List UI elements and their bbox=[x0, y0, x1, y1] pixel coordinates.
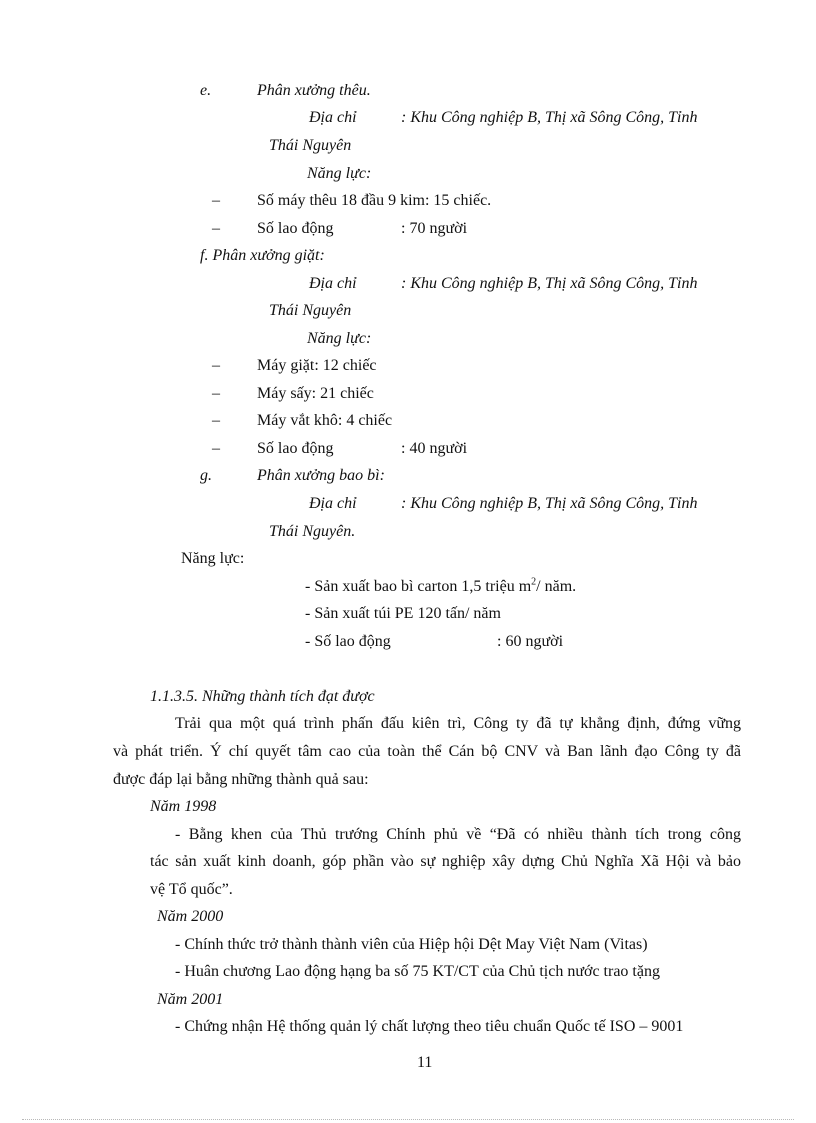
year-2000: Năm 2000 bbox=[157, 908, 224, 925]
achievements-heading: 1.1.3.5. Những thành tích đạt được bbox=[150, 688, 375, 705]
list-item: Máy sấy: 21 chiếc bbox=[257, 385, 374, 402]
list-item bbox=[305, 577, 576, 597]
list-item: Máy vắt khô: 4 chiếc bbox=[257, 412, 393, 429]
list-bullet: – bbox=[212, 440, 220, 457]
list-item-text-tail: / năm. bbox=[536, 578, 577, 595]
section-g-letter: g. bbox=[200, 467, 212, 484]
section-e-address-label: Địa chỉ bbox=[309, 109, 357, 126]
page-number: 11 bbox=[417, 1054, 433, 1071]
list-item-value: : 60 người bbox=[497, 633, 564, 650]
section-f-capacity-label: Năng lực: bbox=[307, 330, 372, 347]
achievement-line: - Chính thức trở thành thành viên của Hiệp hội Dệt May Việt Nam (Vitas) bbox=[175, 936, 648, 953]
list-item: Máy giặt: 12 chiếc bbox=[257, 357, 377, 374]
list-item-text: - Sản xuất bao bì carton 1,5 triệu m bbox=[305, 578, 532, 595]
year-1998: Năm 1998 bbox=[150, 798, 217, 815]
section-e-capacity-label: Năng lực: bbox=[307, 165, 372, 182]
intro-line-1: Trải qua một quá trình phấn đấu kiên trì, Công ty đã tự khẳng định, đứng vững bbox=[175, 715, 741, 732]
list-bullet: – bbox=[212, 385, 220, 402]
section-g-address-value: : Khu Công nghiệp B, Thị xã Sông Công, Tỉnh bbox=[401, 495, 698, 512]
achievement-line: vệ Tổ quốc”. bbox=[150, 881, 233, 898]
section-f-address-cont: Thái Nguyên bbox=[269, 302, 352, 319]
section-e-address-value: : Khu Công nghiệp B, Thị xã Sông Công, Tỉnh bbox=[401, 109, 698, 126]
list-item-value: : 40 người bbox=[401, 440, 468, 457]
page-bottom-divider bbox=[22, 1119, 794, 1120]
section-e-letter: e. bbox=[200, 82, 212, 99]
list-item-value: : 70 người bbox=[401, 220, 468, 237]
section-f-address-label: Địa chỉ bbox=[309, 275, 357, 292]
achievement-line: - Huân chương Lao động hạng ba số 75 KT/CT của Chủ tịch nước trao tặng bbox=[175, 963, 660, 980]
section-e-title: Phân xưởng thêu. bbox=[257, 82, 371, 99]
achievement-line: - Bằng khen của Thủ trướng Chính phủ về “Đã có nhiều thành tích trong công bbox=[175, 826, 741, 843]
section-f-heading: f. Phân xưởng giặt: bbox=[200, 247, 325, 264]
achievement-line: - Chứng nhận Hệ thống quản lý chất lượng theo tiêu chuẩn Quốc tế ISO – 9001 bbox=[175, 1018, 684, 1035]
list-bullet: – bbox=[212, 412, 220, 429]
section-g-address-label: Địa chỉ bbox=[309, 495, 357, 512]
intro-line-3: được đáp lại bằng những thành quả sau: bbox=[113, 771, 369, 788]
list-bullet: – bbox=[212, 357, 220, 374]
superscript: 2 bbox=[531, 576, 537, 588]
list-item: Số máy thêu 18 đầu 9 kim: 15 chiếc. bbox=[257, 192, 492, 209]
year-2001: Năm 2001 bbox=[157, 991, 224, 1008]
list-bullet: – bbox=[212, 220, 220, 237]
section-g-title: Phân xưởng bao bì: bbox=[257, 467, 385, 484]
list-item-label: Số lao động bbox=[257, 220, 334, 237]
intro-line-2: và phát triển. Ý chí quyết tâm cao của toàn thể Cán bộ CNV và Ban lãnh đạo Công ty đã bbox=[113, 743, 741, 760]
section-g-address-cont: Thái Nguyên. bbox=[269, 523, 356, 540]
achievement-line: tác sản xuất kinh doanh, góp phần vào sự nghiệp xây dựng Chủ Nghĩa Xã Hội và bảo bbox=[150, 853, 741, 870]
list-item-label: Số lao động bbox=[257, 440, 334, 457]
list-bullet: – bbox=[212, 192, 220, 209]
section-g-capacity-label: Năng lực: bbox=[181, 550, 245, 567]
section-e-address-cont: Thái Nguyên bbox=[269, 137, 352, 154]
section-f-address-value: : Khu Công nghiệp B, Thị xã Sông Công, Tỉnh bbox=[401, 275, 698, 292]
list-item-label: - Số lao động bbox=[305, 633, 391, 650]
list-item: - Sản xuất túi PE 120 tấn/ năm bbox=[305, 605, 501, 622]
